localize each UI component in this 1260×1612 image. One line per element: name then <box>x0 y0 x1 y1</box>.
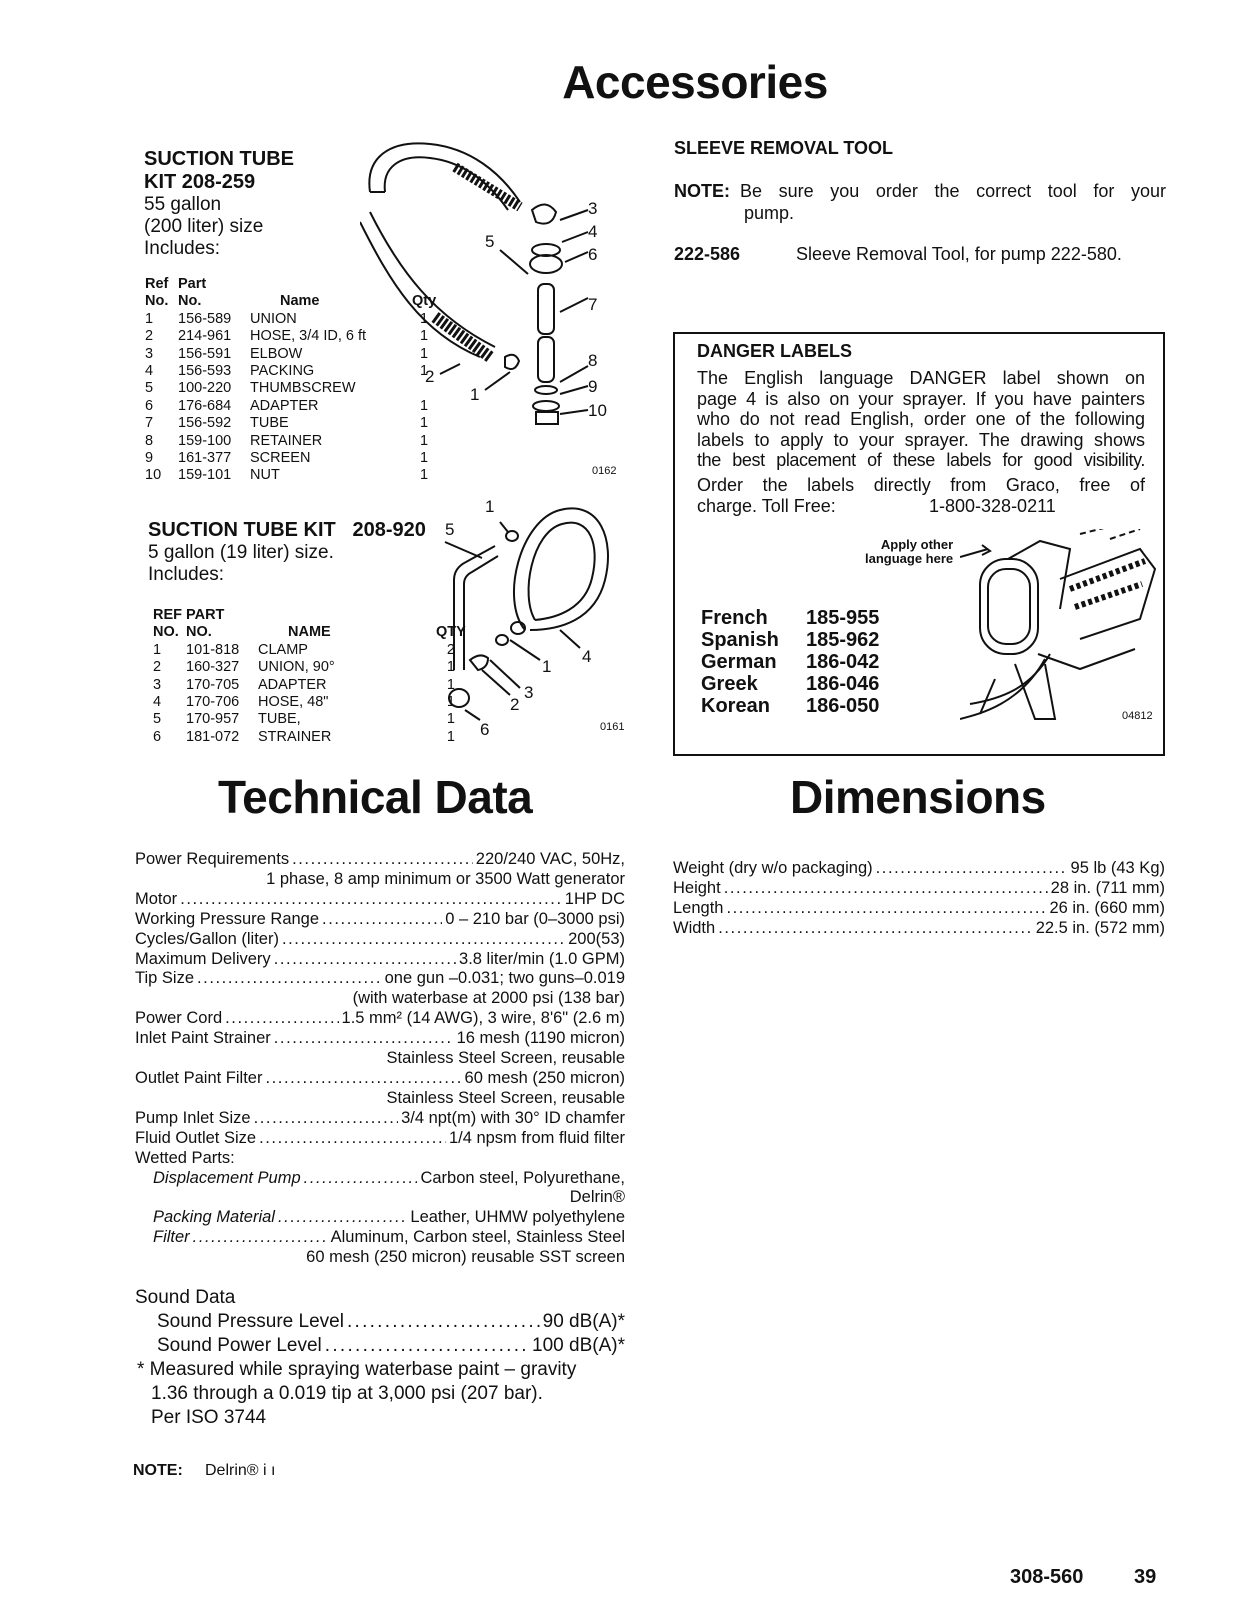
tech-row <box>135 950 625 970</box>
tech-label: Cycles/Gallon (liter) <box>135 929 279 948</box>
tech-label: Packing Material <box>153 1208 275 1227</box>
danger-phone: 1-800-328-0211 <box>929 495 1056 516</box>
sound-heading: Sound Data <box>135 1287 236 1308</box>
callout-2: 2 <box>510 695 520 714</box>
kit1-size: 55 gallon <box>144 194 222 215</box>
ref-cell: 8 <box>145 432 154 449</box>
callout-7: 7 <box>588 295 598 314</box>
sleeve-note-label: NOTE: <box>674 181 730 201</box>
ref-cell: 5 <box>153 711 162 728</box>
callout-8: 8 <box>588 351 598 370</box>
kit1-includes: Includes: <box>144 238 221 259</box>
ref-cell: 9 <box>145 450 154 467</box>
danger-line: labels to apply to your sprayer. The drawing shows <box>697 429 1145 450</box>
dimension-row <box>673 859 1165 879</box>
name-cell: TUBE, <box>258 711 301 728</box>
tech-label: Tip Size <box>135 969 194 988</box>
ref-cell: 3 <box>145 345 154 362</box>
danger-line: The English language DANGER label shown on <box>697 368 1145 388</box>
qty-cell: 1 <box>420 397 429 414</box>
tech-value-cont: 1 phase, 8 amp minimum or 3500 Watt generator <box>266 869 625 888</box>
part-cell: 156-591 <box>178 345 232 362</box>
kit1-exploded-drawing <box>360 132 630 492</box>
technical-data-list <box>135 850 625 1268</box>
callout-4: 4 <box>588 222 598 241</box>
ref-cell: 4 <box>145 363 154 380</box>
tech-row <box>135 1109 625 1129</box>
table-row <box>153 694 466 711</box>
name-cell: THUMBSCREW <box>250 380 356 397</box>
kit2-hdr-no2: NO. <box>186 624 212 641</box>
dimension-row <box>673 899 1165 919</box>
kit2-title: SUCTION TUBE KIT 208-920 <box>148 519 426 541</box>
name-cell: ADAPTER <box>250 397 319 414</box>
kit1-figure-id: 0162 <box>592 465 617 477</box>
sound-value: 100 dB(A)* <box>532 1335 625 1356</box>
sleeve-note-line1: Be sure you order the correct tool for your <box>740 181 1166 201</box>
tech-value: Leather, UHMW polyethylene <box>410 1208 625 1227</box>
tech-value: 1HP DC <box>564 889 625 908</box>
callout-6: 6 <box>588 245 598 264</box>
language-part: 186-046 <box>806 673 880 695</box>
kit2-exploded-drawing <box>440 500 640 755</box>
hose-outline <box>369 143 520 202</box>
language-name: Korean <box>701 695 770 717</box>
sound-label: Sound Pressure Level <box>157 1311 344 1332</box>
dimensions-list <box>673 859 1165 939</box>
qty-cell: 1 <box>420 467 429 484</box>
ref-cell: 2 <box>145 328 154 345</box>
kit2-hdr-qty: QTY <box>436 624 466 641</box>
list-item <box>701 607 879 629</box>
sleeve-part-desc: Sleeve Removal Tool, for pump 222-580. <box>796 244 1122 264</box>
qty-cell: 1 <box>420 328 429 345</box>
part-cell: 156-589 <box>178 310 232 327</box>
dimension-value: 26 in. (660 mm) <box>1049 898 1165 917</box>
language-part: 186-042 <box>806 651 880 673</box>
tech-row <box>135 930 625 950</box>
sleeve-note-line2: pump. <box>744 203 795 223</box>
kit1-hdr-name: Name <box>280 293 320 310</box>
name-cell: CLAMP <box>258 641 308 658</box>
name-cell: ADAPTER <box>258 676 327 693</box>
callout-2: 2 <box>425 367 435 386</box>
part-cell: 170-957 <box>186 711 240 728</box>
tech-label: Pump Inlet Size <box>135 1108 251 1127</box>
tech-label: Power Cord <box>135 1009 223 1028</box>
tech-label: Motor <box>135 889 178 908</box>
language-part: 186-050 <box>806 695 880 717</box>
list-item <box>701 651 879 673</box>
kit2-hdr-ref: REF <box>153 607 182 623</box>
danger-line: who do not read English, order one of the following <box>697 409 1145 430</box>
sound-note-line1: * Measured while spraying waterbase paint – gravity <box>137 1359 577 1380</box>
callout-3: 3 <box>588 199 598 218</box>
language-name: Spanish <box>701 629 779 651</box>
tech-row <box>135 850 625 870</box>
part-cell: 181-072 <box>186 728 240 745</box>
table-row <box>153 711 466 728</box>
part-cell: 170-705 <box>186 676 240 693</box>
bottom-note-label: NOTE: <box>133 1462 183 1479</box>
ref-cell: 4 <box>153 694 162 711</box>
callout-1b: 1 <box>542 657 552 676</box>
tech-label: Working Pressure Range <box>135 909 320 928</box>
qty-cell: 1 <box>446 728 455 745</box>
callout-3: 3 <box>524 683 534 702</box>
callout-1a: 1 <box>485 500 495 516</box>
tech-value: 60 mesh (250 micron) <box>464 1068 625 1087</box>
qty-cell: 1 <box>446 694 455 711</box>
tech-row <box>135 1009 625 1029</box>
name-cell: ELBOW <box>250 345 303 362</box>
danger-heading: DANGER LABELS <box>697 341 853 361</box>
kit1-heading <box>144 148 294 260</box>
tech-row <box>135 890 625 910</box>
kit2-heading <box>148 519 426 586</box>
tech-value-cont: Stainless Steel Screen, reusable <box>386 1049 625 1068</box>
dimensions-title: Dimensions <box>790 771 1046 823</box>
danger-order-line: Order the labels directly from Graco, free of <box>697 474 1145 495</box>
dimension-value: 22.5 in. (572 mm) <box>1035 918 1165 937</box>
callout-1: 1 <box>470 385 480 404</box>
apply-line1: Apply other <box>880 537 954 552</box>
part-cell: 214-961 <box>178 328 232 345</box>
name-cell: RETAINER <box>250 432 323 449</box>
sound-row <box>135 1310 625 1334</box>
name-cell: TUBE <box>250 415 289 432</box>
tech-row <box>135 1129 625 1149</box>
dimension-value: 28 in. (711 mm) <box>1050 878 1165 897</box>
dimension-row <box>673 919 1165 939</box>
language-part: 185-955 <box>806 607 880 629</box>
wetted-parts-label: Wetted Parts: <box>135 1148 235 1167</box>
dimension-label: Weight (dry w/o packaging) <box>673 859 873 877</box>
name-cell: PACKING <box>250 363 315 380</box>
bottom-note-text: Delrin® i ı <box>205 1462 276 1479</box>
ref-cell: 6 <box>153 728 162 745</box>
kit2-hdr-name: NAME <box>288 624 331 641</box>
sound-value: 90 dB(A)* <box>542 1311 625 1332</box>
part-cell: 160-327 <box>186 659 240 676</box>
tech-value-cont: Stainless Steel Screen, reusable <box>386 1088 625 1107</box>
tech-label: Outlet Paint Filter <box>135 1068 263 1087</box>
ref-cell: 5 <box>145 380 154 397</box>
qty-cell: 2 <box>446 641 455 658</box>
tech-value: 16 mesh (1190 micron) <box>456 1029 625 1048</box>
danger-paragraph <box>697 368 1145 516</box>
dimension-row <box>673 879 1165 899</box>
tech-value-cont: 60 mesh (250 micron) reusable SST screen <box>306 1248 625 1267</box>
qty-cell: 1 <box>420 432 429 449</box>
list-item <box>701 629 879 651</box>
tech-value: Aluminum, Carbon steel, Stainless Steel <box>330 1228 625 1247</box>
tech-value: 3/4 npt(m) with 30° ID chamfer <box>401 1108 625 1127</box>
callout-4: 4 <box>582 647 592 666</box>
part-cell: 161-377 <box>178 450 232 467</box>
language-name: Greek <box>701 673 758 695</box>
part-cell: 159-101 <box>178 467 232 484</box>
kit1-hdr-ref: Ref <box>145 276 169 292</box>
sleeve-part-row <box>674 243 1174 265</box>
tech-row <box>135 1069 625 1089</box>
tech-row <box>135 1029 625 1049</box>
tech-value: 1.5 mm² (14 AWG), 3 wire, 8'6" (2.6 m) <box>341 1009 625 1028</box>
kit1-size-metric: (200 liter) size <box>144 216 264 237</box>
ref-cell: 1 <box>145 310 154 327</box>
name-cell: NUT <box>250 467 280 484</box>
sprayer-drawing <box>960 529 1160 729</box>
document-number: 308-560 <box>1010 1566 1084 1588</box>
tech-row <box>135 969 625 989</box>
tech-label: Displacement Pump <box>153 1168 301 1187</box>
kit2-figure-id: 0161 <box>600 721 625 733</box>
ref-cell: 3 <box>153 676 162 693</box>
qty-cell: 1 <box>420 363 429 380</box>
qty-cell: 1 <box>420 450 429 467</box>
page-number: 39 <box>1134 1566 1157 1588</box>
tech-value-cont: (with waterbase at 2000 psi (138 bar) <box>352 989 625 1008</box>
qty-cell: 1 <box>446 711 455 728</box>
table-row <box>153 659 466 676</box>
tech-value-cont: Delrin® <box>569 1188 625 1207</box>
sound-data <box>135 1286 625 1430</box>
tech-value: 0 – 210 bar (0–3000 psi) <box>445 909 625 928</box>
callout-6: 6 <box>480 720 490 739</box>
part-cell: 156-592 <box>178 415 232 432</box>
qty-cell: 1 <box>420 345 429 362</box>
callout-5: 5 <box>485 232 495 251</box>
kit1-hdr-no: No. <box>145 293 169 310</box>
callout-10: 10 <box>588 401 607 420</box>
qty-cell: 1 <box>420 310 429 327</box>
part-cell: 100-220 <box>178 380 232 397</box>
part-cell: 101-818 <box>186 641 240 658</box>
name-cell: UNION, 90° <box>258 659 335 676</box>
danger-line: page 4 is also on your sprayer. If you have painters <box>697 388 1145 409</box>
kit1-title: SUCTION TUBE <box>144 148 294 170</box>
table-row <box>153 729 466 746</box>
tech-value: 200(53) <box>568 929 625 948</box>
kit1-hdr-no2: No. <box>178 293 202 310</box>
dimension-label: Height <box>673 878 721 897</box>
tech-value: 3.8 liter/min (1.0 GPM) <box>459 949 625 968</box>
dimension-label: Width <box>673 918 716 937</box>
qty-cell: 1 <box>420 415 429 432</box>
sleeve-part-no: 222-586 <box>674 244 741 264</box>
ref-cell: 1 <box>153 641 162 658</box>
apply-line2: language here <box>865 551 954 566</box>
ref-cell: 10 <box>145 467 162 484</box>
sound-note-line2: 1.36 through a 0.019 tip at 3,000 psi (207 bar). <box>151 1383 543 1404</box>
table-row <box>153 642 466 659</box>
kit2-parts-table <box>153 607 466 746</box>
tech-value: 220/240 VAC, 50Hz, <box>475 850 625 868</box>
language-name: German <box>701 651 777 673</box>
ref-cell: 2 <box>153 659 162 676</box>
sound-label: Sound Power Level <box>157 1335 322 1356</box>
part-cell: 170-706 <box>186 694 240 711</box>
accessories-title: Accessories <box>562 56 828 108</box>
apply-here-label <box>865 538 953 566</box>
callout-5: 5 <box>445 520 455 539</box>
kit1-hdr-qty: Qty <box>412 293 437 310</box>
list-item <box>701 673 879 695</box>
bottom-note <box>133 1462 275 1480</box>
tech-value: 1/4 npsm from fluid filter <box>448 1128 625 1147</box>
dimension-label: Length <box>673 898 724 917</box>
sleeve-note <box>674 180 1166 224</box>
danger-line: the best placement of these labels for good visibility. <box>697 450 1145 471</box>
sleeve-heading: SLEEVE REMOVAL TOOL <box>674 138 894 158</box>
language-part: 185-962 <box>806 629 880 651</box>
danger-figure-id: 04812 <box>1122 710 1153 722</box>
kit2-size: 5 gallon (19 liter) size. <box>148 542 334 563</box>
sound-row <box>135 1334 625 1358</box>
tech-value: one gun –0.031; two guns–0.019 <box>384 969 625 988</box>
tech-label: Power Requirements <box>135 850 290 868</box>
name-cell: HOSE, 48" <box>258 694 329 711</box>
qty-cell: 1 <box>446 676 455 693</box>
ref-cell: 6 <box>145 397 154 414</box>
danger-labels-box <box>673 332 1165 756</box>
part-cell: 156-593 <box>178 363 232 380</box>
danger-toll-free-label: charge. Toll Free: <box>697 495 836 516</box>
name-cell: SCREEN <box>250 450 311 467</box>
ref-cell: 7 <box>145 415 154 432</box>
tech-row <box>135 1228 625 1248</box>
list-item <box>701 695 879 717</box>
tech-row <box>135 1169 625 1189</box>
dimension-value: 95 lb (43 Kg) <box>1070 859 1165 877</box>
sound-note-line3: Per ISO 3744 <box>151 1407 267 1428</box>
tech-label: Maximum Delivery <box>135 949 271 968</box>
table-row <box>153 677 466 694</box>
callout-9: 9 <box>588 377 598 396</box>
tech-row <box>135 1208 625 1228</box>
name-cell: STRAINER <box>258 728 332 745</box>
name-cell: HOSE, 3/4 ID, 6 ft <box>250 328 367 345</box>
kit2-hdr-part: PART <box>186 607 225 623</box>
kit1-hdr-part: Part <box>178 276 207 292</box>
technical-data-title: Technical Data <box>218 771 533 823</box>
kit1-part-number: KIT 208-259 <box>144 171 256 193</box>
tech-label: Fluid Outlet Size <box>135 1128 257 1147</box>
language-list <box>701 607 879 717</box>
tech-value: Carbon steel, Polyurethane, <box>420 1168 625 1187</box>
language-name: French <box>701 607 768 629</box>
tech-label: Filter <box>153 1228 190 1247</box>
kit2-hdr-no: NO. <box>153 624 179 641</box>
tech-row <box>135 910 625 930</box>
part-cell: 159-100 <box>178 432 232 449</box>
name-cell: UNION <box>250 310 297 327</box>
part-cell: 176-684 <box>178 397 232 414</box>
kit2-includes: Includes: <box>148 564 225 585</box>
qty-cell: 1 <box>446 659 455 676</box>
tech-label: Inlet Paint Strainer <box>135 1029 271 1048</box>
